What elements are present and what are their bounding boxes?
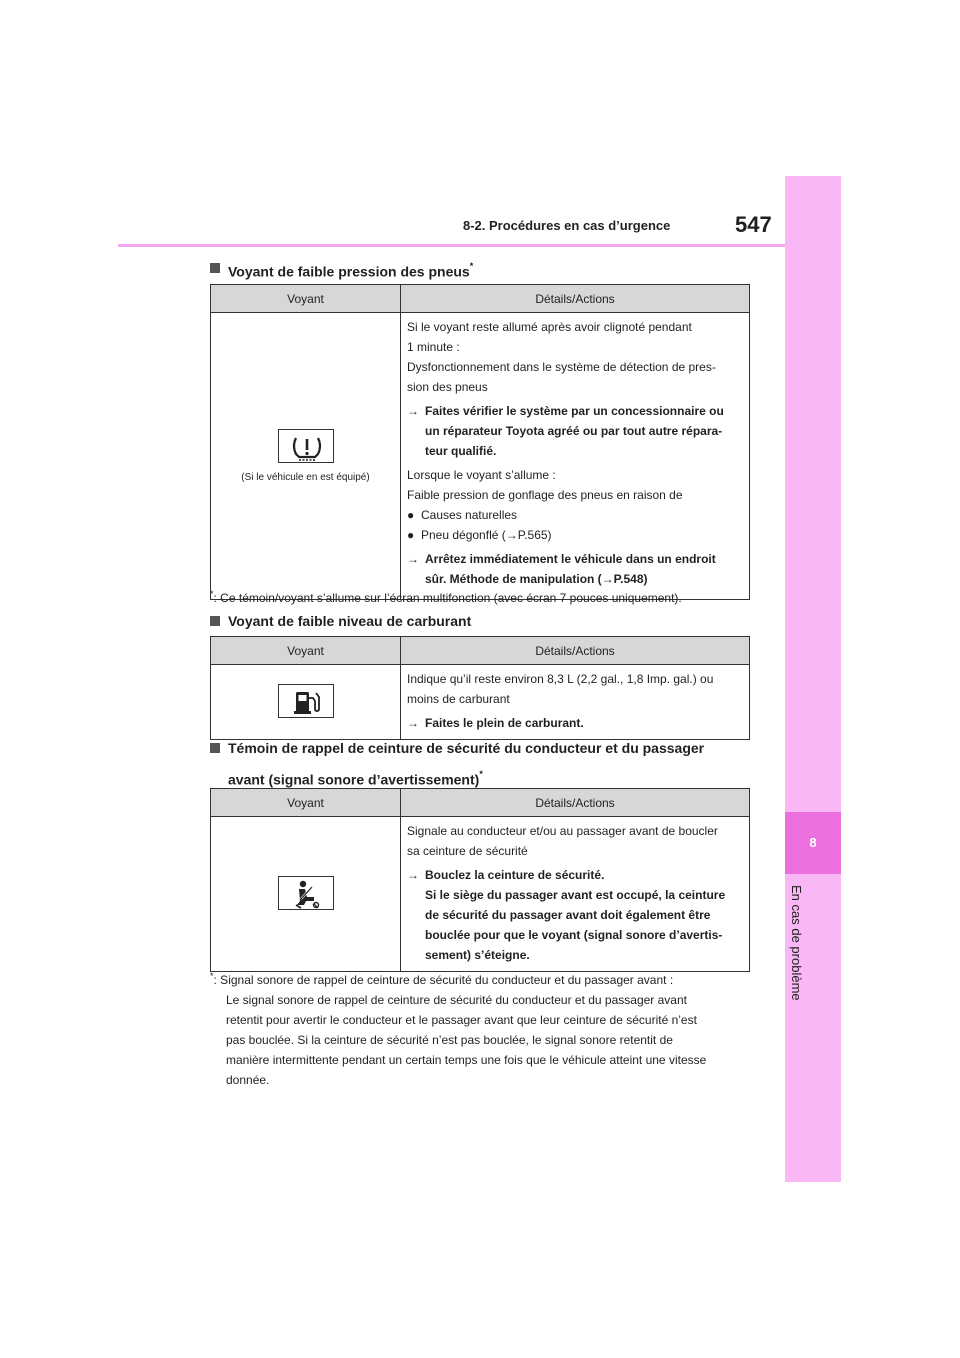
arrow-icon: → — [407, 552, 419, 566]
fuel-pump-icon — [278, 684, 334, 718]
bullet-icon: ● — [407, 508, 415, 522]
col-header-voyant: Voyant — [211, 789, 401, 817]
heading-square-icon — [210, 743, 220, 753]
seatbelt-reminder-icon — [278, 876, 334, 910]
footnote-text: retentit pour avertir le conducteur et le passager avant que leur ceinture de sécurité n’est — [226, 1013, 697, 1027]
icon-cell — [211, 313, 401, 600]
section-heading-fuel — [210, 609, 471, 633]
col-header-details: Détails/Actions — [401, 789, 750, 817]
details-cell — [401, 313, 750, 600]
action-line: un réparateur Toyota agréé ou par tout autre répara- — [425, 424, 723, 438]
text-line: Dysfonctionnement dans le système de détection de pres- — [407, 360, 716, 374]
action-item — [407, 549, 743, 589]
footnote-mark: * — [469, 261, 474, 271]
footnote-tire-pressure — [210, 584, 750, 608]
section-heading-seatbelt — [210, 736, 704, 792]
arrow-icon: → — [407, 404, 419, 418]
arrow-icon: → — [407, 716, 419, 730]
heading-text: Voyant de faible pression des pneus — [228, 263, 470, 280]
action-line: de sécurité du passager avant doit également être — [425, 908, 711, 922]
action-line: Arrêtez immédiatement le véhicule dans un endroit — [425, 552, 716, 566]
col-header-details: Détails/Actions — [401, 637, 750, 665]
icon-caption: (Si le véhicule en est équipé) — [241, 472, 370, 483]
footnote-text: manière intermittente pendant un certain temps une fois que le véhicule atteint une vitesse — [226, 1053, 707, 1067]
action-item — [407, 401, 743, 461]
footnote-text: Le signal sonore de rappel de ceinture de sécurité du conducteur et du passager avant — [226, 993, 687, 1007]
action-line: teur qualifié. — [425, 444, 497, 458]
icon-cell — [211, 665, 401, 740]
action-line: Faites vérifier le système par un concessionnaire ou — [425, 404, 724, 418]
heading-text: Témoin de rappel de ceinture de sécurité du conducteur et du passager — [228, 740, 705, 756]
action-line: bouclée pour que le voyant (signal sonore d’avertis- — [425, 928, 723, 942]
text-line: sa ceinture de sécurité — [407, 844, 528, 858]
text-line: 1 minute : — [407, 340, 460, 354]
fuel-level-table — [210, 636, 750, 740]
heading-text: avant (signal sonore d’avertissement) — [228, 771, 480, 788]
seatbelt-reminder-table — [210, 788, 750, 972]
chapter-side-tab — [785, 176, 841, 1182]
text-line: Signale au conducteur et/ou au passager avant de boucler — [407, 824, 718, 838]
footnote-seatbelt — [210, 966, 750, 1090]
bullet-text: Causes naturelles — [421, 508, 518, 522]
bullet-item — [407, 525, 743, 545]
details-cell — [401, 665, 750, 740]
text-line: Lorsque le voyant s’allume : — [407, 468, 556, 482]
heading-square-icon — [210, 263, 220, 273]
text-line: Si le voyant reste allumé après avoir clignoté pendant — [407, 320, 692, 334]
section-title: 8-2. Procédures en cas d’urgence — [463, 218, 671, 233]
header-divider — [118, 244, 785, 247]
footnote-text: donnée. — [226, 1073, 270, 1087]
footnote-mark: * — [210, 589, 214, 599]
bullet-icon: ● — [407, 528, 415, 542]
action-item — [407, 713, 743, 733]
details-cell — [401, 817, 750, 972]
footnote-text: pas bouclée. Si la ceinture de sécurité n’est pas bouclée, le signal sonore retentit de — [226, 1033, 673, 1047]
text-line: Indique qu’il reste environ 8,3 L (2,2 gal., 1,8 Imp. gal.) ou — [407, 672, 714, 686]
description-paragraph — [407, 669, 743, 709]
action-line: Si le siège du passager avant est occupé, la ceinture — [425, 888, 726, 902]
arrow-icon: → — [407, 868, 419, 882]
action-link-line[interactable]: sûr. Méthode de manipulation (→P.548) — [425, 572, 648, 586]
action-line: Bouclez la ceinture de sécurité. — [425, 868, 605, 882]
tire-pressure-warning-icon — [278, 429, 334, 463]
description-paragraph — [407, 317, 743, 397]
description-paragraph — [407, 821, 743, 861]
page-number: 547 — [735, 212, 772, 237]
text-line: sion des pneus — [407, 380, 488, 394]
footnote-mark: * — [210, 971, 214, 981]
bullet-link-text[interactable]: Pneu dégonflé (→P.565) — [421, 528, 552, 542]
footnote-text: : Signal sonore de rappel de ceinture de sécurité du conducteur et du passager avant : — [213, 973, 674, 987]
action-line: Faites le plein de carburant. — [425, 716, 584, 730]
tire-pressure-table — [210, 284, 750, 600]
section-heading-tire-pressure — [210, 256, 473, 284]
heading-text: Voyant de faible niveau de carburant — [228, 613, 472, 629]
col-header-voyant: Voyant — [211, 637, 401, 665]
text-line: moins de carburant — [407, 692, 510, 706]
col-header-voyant: Voyant — [211, 285, 401, 313]
chapter-number: 8 — [809, 835, 817, 850]
action-item — [407, 865, 743, 965]
col-header-details: Détails/Actions — [401, 285, 750, 313]
footnote-text: : Ce témoin/voyant s’allume sur l’écran multifonction (avec écran 7 pouces uniquement). — [213, 591, 682, 605]
text-line: Faible pression de gonflage des pneus en raison de — [407, 488, 683, 502]
bullet-item — [407, 505, 743, 525]
icon-cell — [211, 817, 401, 972]
footnote-mark: * — [479, 769, 483, 779]
chapter-name: En cas de problème — [789, 885, 804, 1001]
heading-square-icon — [210, 616, 220, 626]
action-line: sement) s’éteigne. — [425, 948, 530, 962]
description-paragraph — [407, 465, 743, 505]
